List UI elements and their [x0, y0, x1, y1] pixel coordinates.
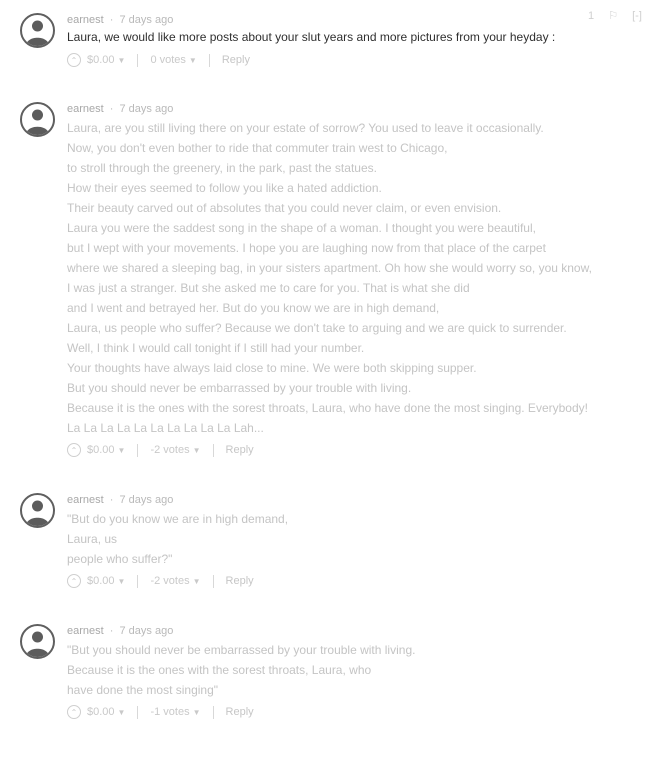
- comment-line: La La La La La La La La La La Lah...: [67, 421, 264, 435]
- vote-count[interactable]: -2 votes: [150, 444, 190, 456]
- chevron-down-icon[interactable]: ▼: [117, 445, 126, 455]
- comment-line: and I went and betrayed her. But do you know we are in high demand,: [67, 301, 440, 315]
- chevron-down-icon[interactable]: ▼: [117, 707, 126, 717]
- vote-count[interactable]: -1 votes: [150, 706, 190, 718]
- comment-line: Because it is the ones with the sorest throats, Laura, who: [67, 663, 372, 677]
- divider: [213, 706, 214, 719]
- comment-line: Their beauty carved out of absolutes that you could never claim, or even envision.: [67, 201, 502, 215]
- comment-body: [67, 509, 652, 569]
- chevron-down-icon[interactable]: ▼: [192, 445, 201, 455]
- comment-line: I was just a stranger. But she asked me to care for you. That is what she did: [67, 281, 470, 295]
- comment-line: have done the most singing": [67, 683, 219, 697]
- author-name[interactable]: earnest: [67, 14, 104, 26]
- divider: [209, 54, 210, 67]
- comment-line: to stroll through the greenery, in the park, past the statues.: [67, 161, 377, 175]
- tip-amount[interactable]: $0.00: [87, 444, 115, 456]
- upvote-icon[interactable]: ⌃: [67, 443, 81, 457]
- separator-dot: ·: [109, 14, 114, 26]
- vote-count[interactable]: -2 votes: [150, 575, 190, 587]
- comment-actions: [67, 52, 250, 68]
- comment-body: [67, 118, 652, 438]
- comment-line: where we shared a sleeping bag, in your sisters apartment. Oh how she would worry so, you know,: [67, 261, 592, 275]
- comment-body: [67, 27, 652, 47]
- reply-link[interactable]: Reply: [225, 444, 254, 456]
- comment-line: but I wept with your movements. I hope you are laughing now from that place of the carpet: [67, 241, 546, 255]
- avatar[interactable]: [20, 13, 55, 48]
- reply-link[interactable]: Reply: [225, 706, 254, 718]
- author-name[interactable]: earnest: [67, 625, 104, 637]
- separator-dot: ·: [109, 494, 114, 506]
- chevron-down-icon[interactable]: ▼: [188, 55, 197, 65]
- divider: [137, 54, 138, 67]
- chevron-down-icon[interactable]: ▼: [192, 707, 201, 717]
- collapse-button[interactable]: [-]: [632, 10, 642, 22]
- avatar[interactable]: [20, 102, 55, 137]
- comment-line: Laura, us people who suffer? Because we don't take to arguing and we are quick to surrender.: [67, 321, 567, 335]
- comment-actions: [67, 573, 254, 589]
- chevron-down-icon[interactable]: ▼: [117, 576, 126, 586]
- comment-line: How their eyes seemed to follow you like a hated addiction.: [67, 181, 382, 195]
- avatar[interactable]: [20, 624, 55, 659]
- comment-meta: [67, 625, 173, 637]
- timestamp: 7 days ago: [119, 14, 174, 26]
- comment-line: "But you should never be embarrassed by your trouble with living.: [67, 643, 416, 657]
- comment-line: people who suffer?": [67, 552, 173, 566]
- user-avatar-icon: [22, 495, 53, 526]
- tip-amount[interactable]: $0.00: [87, 54, 115, 66]
- reply-count: 1: [588, 10, 595, 22]
- user-avatar-icon: [22, 15, 53, 46]
- reply-link[interactable]: Reply: [225, 575, 254, 587]
- comment-line: Your thoughts have always laid close to mine. We were both skipping supper.: [67, 361, 477, 375]
- comment-line: Because it is the ones with the sorest throats, Laura, who have done the most singing. Everybody!: [67, 401, 588, 415]
- comment-line: "But do you know we are in high demand,: [67, 512, 289, 526]
- author-name[interactable]: earnest: [67, 494, 104, 506]
- comment-meta: [67, 494, 173, 506]
- upvote-icon[interactable]: ⌃: [67, 705, 81, 719]
- vote-count[interactable]: 0 votes: [150, 54, 186, 66]
- flag-icon[interactable]: ⚐: [608, 10, 619, 22]
- comment-body: [67, 640, 652, 700]
- user-avatar-icon: [22, 104, 53, 135]
- chevron-down-icon[interactable]: ▼: [117, 55, 126, 65]
- divider: [137, 575, 138, 588]
- comment-actions: [67, 704, 254, 720]
- comment-line: Laura you were the saddest song in the shape of a woman. I thought you were beautiful,: [67, 221, 536, 235]
- comment-line: But you should never be embarrassed by your trouble with living.: [67, 381, 412, 395]
- timestamp: 7 days ago: [119, 494, 174, 506]
- timestamp: 7 days ago: [119, 625, 174, 637]
- divider: [137, 706, 138, 719]
- reply-link[interactable]: Reply: [221, 54, 250, 66]
- divider: [137, 444, 138, 457]
- comment-line: Laura, us: [67, 532, 118, 546]
- upvote-icon[interactable]: ⌃: [67, 574, 81, 588]
- comment-tools: [588, 9, 642, 22]
- chevron-down-icon[interactable]: ▼: [192, 576, 201, 586]
- upvote-icon[interactable]: ⌃: [67, 53, 81, 67]
- comment-meta: [67, 14, 173, 26]
- divider: [213, 444, 214, 457]
- comment-meta: [67, 103, 173, 115]
- comment-actions: [67, 442, 254, 458]
- user-avatar-icon: [22, 626, 53, 657]
- comment-line: Well, I think I would call tonight if I still had your number.: [67, 341, 365, 355]
- comment-line: Laura, we would like more posts about your slut years and more pictures from your heyday :: [67, 30, 556, 44]
- tip-amount[interactable]: $0.00: [87, 575, 115, 587]
- divider: [213, 575, 214, 588]
- avatar[interactable]: [20, 493, 55, 528]
- timestamp: 7 days ago: [119, 103, 174, 115]
- separator-dot: ·: [109, 625, 114, 637]
- author-name[interactable]: earnest: [67, 103, 104, 115]
- tip-amount[interactable]: $0.00: [87, 706, 115, 718]
- comment-line: Now, you don't even bother to ride that commuter train west to Chicago,: [67, 141, 448, 155]
- comment-line: Laura, are you still living there on your estate of sorrow? You used to leave it occasionally.: [67, 121, 544, 135]
- separator-dot: ·: [109, 103, 114, 115]
